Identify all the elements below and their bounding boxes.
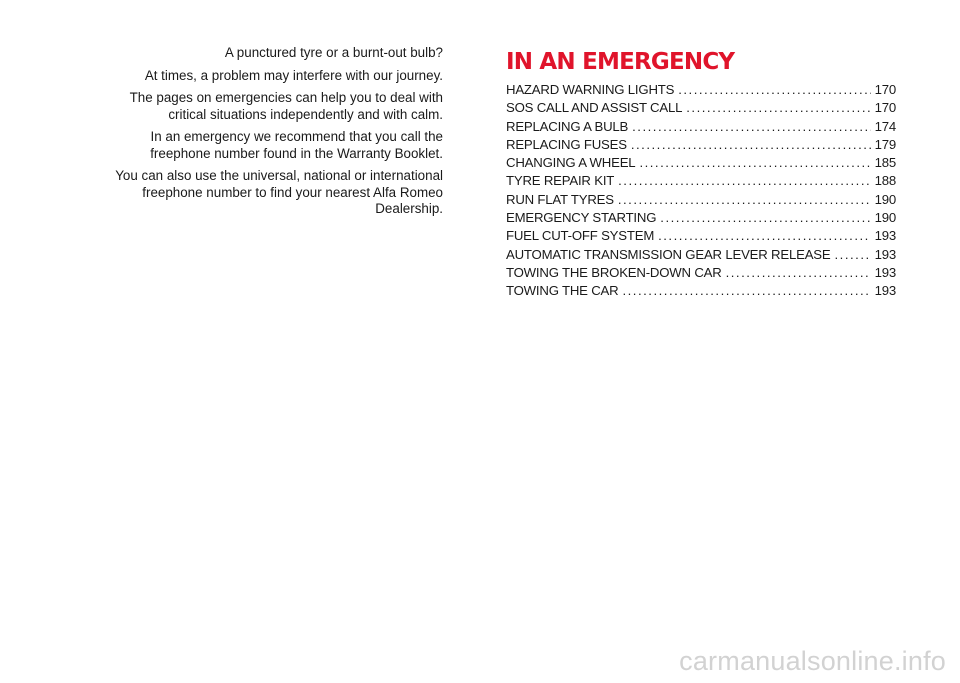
toc-item-run-flat-tyres[interactable] (506, 192, 896, 210)
toc-page-number: 174 (874, 118, 896, 134)
toc-label: REPLACING FUSES (506, 136, 627, 152)
toc-label: SOS CALL AND ASSIST CALL (506, 100, 683, 116)
toc-item-replacing-fuses[interactable] (506, 137, 896, 155)
section-title: IN AN EMERGENCY (506, 49, 735, 75)
toc-page-number: 185 (874, 155, 896, 171)
toc-item-fuel-cut-off[interactable] (506, 228, 896, 246)
toc-page-number: 190 (874, 210, 896, 226)
intro-paragraph: At times, a problem may interfere with our journey. (144, 67, 443, 83)
toc-leader (618, 192, 871, 207)
toc-label: AUTOMATIC TRANSMISSION GEAR LEVER RELEASE (506, 246, 831, 262)
toc-item-towing-broken-down-car[interactable] (506, 265, 896, 283)
toc-label: TYRE REPAIR KIT (506, 173, 615, 189)
toc-item-changing-wheel[interactable] (506, 155, 896, 173)
toc-leader (622, 283, 870, 298)
table-of-contents (506, 82, 896, 302)
toc-leader (686, 100, 870, 115)
toc-leader (618, 173, 870, 188)
toc-page-number: 193 (874, 228, 896, 244)
toc-item-towing-car[interactable] (506, 283, 896, 301)
watermark: carmanualsonline.info (679, 646, 946, 676)
toc-page-number: 170 (874, 82, 896, 97)
toc-page-number: 193 (874, 246, 896, 262)
toc-page-number: 193 (874, 283, 896, 299)
toc-leader (678, 82, 870, 97)
intro-paragraph: In an emergency we recommend that you call the freephone number found in the Warranty Booklet. (150, 129, 443, 161)
toc-leader (726, 265, 871, 280)
toc-page-number: 190 (874, 191, 896, 207)
intro-text (100, 45, 443, 224)
intro-paragraph: You can also use the universal, national or international freephone number to find your nearest Alfa Romeo Dealership. (115, 168, 443, 216)
toc-label: CHANGING A WHEEL (506, 155, 636, 171)
intro-paragraph: A punctured tyre or a burnt-out bulb? (224, 45, 443, 60)
toc-leader (631, 137, 871, 152)
toc-label: HAZARD WARNING LIGHTS (506, 82, 675, 97)
toc-page-number: 188 (874, 173, 896, 189)
toc-label: TOWING THE BROKEN-DOWN CAR (506, 264, 722, 280)
toc-leader (660, 210, 870, 225)
toc-leader (658, 228, 870, 243)
toc-label: FUEL CUT-OFF SYSTEM (506, 228, 655, 244)
toc-label: EMERGENCY STARTING (506, 210, 657, 226)
toc-item-replacing-bulb[interactable] (506, 119, 896, 137)
toc-page-number: 170 (874, 100, 896, 116)
toc-item-hazard-warning-lights[interactable] (506, 82, 896, 100)
toc-leader (835, 247, 871, 262)
toc-page-number: 193 (874, 264, 896, 280)
toc-label: RUN FLAT TYRES (506, 191, 614, 207)
toc-leader (639, 155, 870, 170)
toc-item-sos-call[interactable] (506, 100, 896, 118)
intro-paragraph: The pages on emergencies can help you to deal with critical situations independently and with calm. (129, 90, 443, 122)
toc-label: REPLACING A BULB (506, 118, 629, 134)
toc-item-emergency-starting[interactable] (506, 210, 896, 228)
toc-item-gear-lever-release[interactable] (506, 247, 896, 265)
toc-label: TOWING THE CAR (506, 283, 619, 299)
toc-leader (632, 119, 870, 134)
toc-item-tyre-repair-kit[interactable] (506, 173, 896, 191)
toc-page-number: 179 (874, 136, 896, 152)
